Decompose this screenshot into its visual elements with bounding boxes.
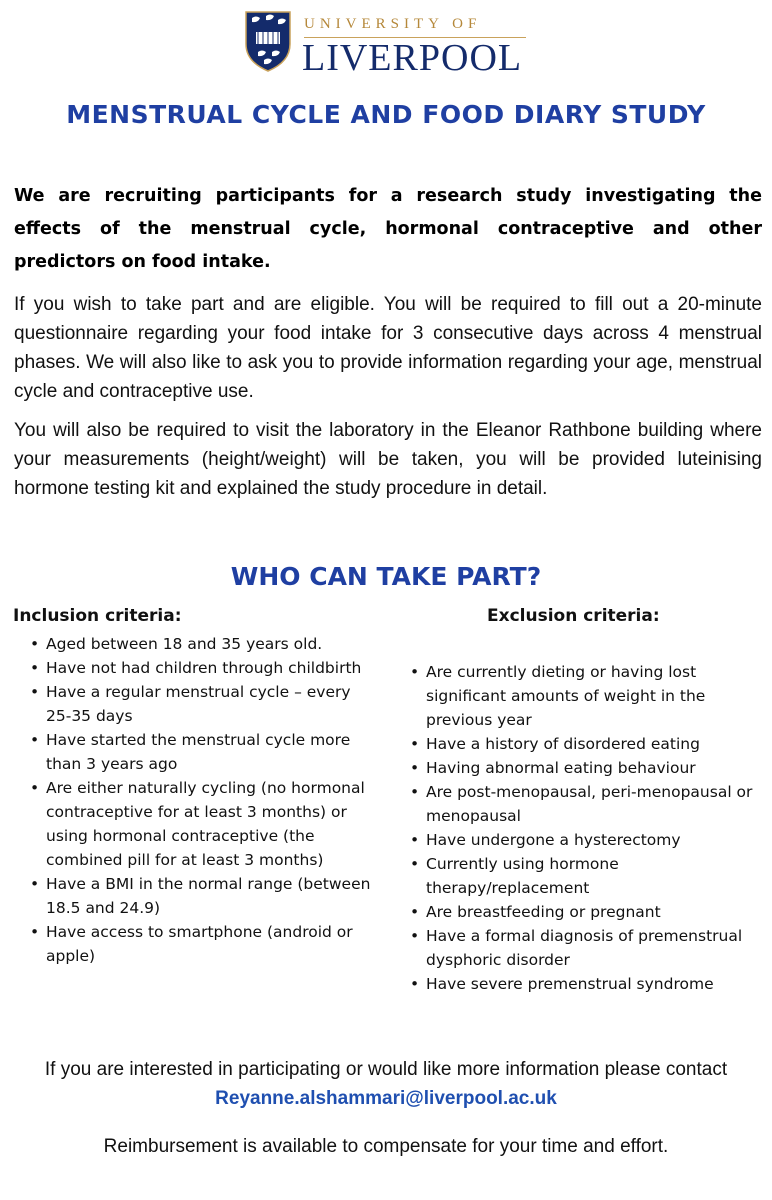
inclusion-item: • Aged between 18 and 35 years old. — [30, 632, 375, 656]
exclusion-item: • Are currently dieting or having lost significant amounts of weight in the previous year — [410, 660, 755, 732]
inclusion-list — [30, 632, 375, 968]
laboratory-paragraph: You will also be required to visit the laboratory in the Eleanor Rathbone building where your measurements (height/weight) will be taken, you will be provided luteinising hormone testing kit and explained the study procedure in detail. — [14, 420, 762, 499]
contact-text: If you are interested in participating or would like more information please contact — [44, 1059, 728, 1080]
exclusion-list — [410, 660, 755, 996]
reimbursement-note: Reimbursement is available to compensate for your time and effort. — [103, 1136, 669, 1157]
exclusion-item: • Currently using hormone therapy/replacement — [410, 852, 755, 900]
inclusion-item: • Have not had children through childbirth — [30, 656, 375, 680]
inclusion-item: • Have a regular menstrual cycle – every 25-35 days — [30, 680, 375, 728]
recruitment-lead: We are recruiting participants for a research study investigating the effects of the menstrual cycle, hormonal contraceptive and other predictors on food intake. — [14, 186, 762, 272]
exclusion-item: • Have a history of disordered eating — [410, 732, 755, 756]
exclusion-item: • Have undergone a hysterectomy — [410, 828, 755, 852]
contact-section — [0, 1055, 772, 1113]
university-logo — [244, 10, 534, 79]
exclusion-item: • Having abnormal eating behaviour — [410, 756, 755, 780]
exclusion-item: • Are breastfeeding or pregnant — [410, 900, 755, 924]
participation-paragraph: If you wish to take part and are eligible. You will be required to fill out a 20-minute questionnaire regarding your food intake for 3 consecutive days across 4 menstrual phases. We will also like to ask you to provide information regarding your age, menstrual cycle and contraceptive use. — [14, 294, 762, 402]
logo-university-of: UNIVERSITY OF — [304, 16, 482, 32]
university-crest-icon — [244, 10, 292, 72]
inclusion-item: • Are either naturally cycling (no hormonal contraceptive for at least 3 months) or using hormonal contraceptive (the combined pill for at least 3 months) — [30, 776, 375, 872]
inclusion-item: • Have started the menstrual cycle more than 3 years ago — [30, 728, 375, 776]
contact-email-link[interactable]: Reyanne.alshammari@liverpool.ac.uk — [215, 1088, 557, 1109]
who-can-take-part-heading: WHO CAN TAKE PART? — [230, 562, 542, 591]
inclusion-item: • Have a BMI in the normal range (between 18.5 and 24.9) — [30, 872, 375, 920]
exclusion-heading: Exclusion criteria: — [487, 606, 660, 626]
study-title: MENSTRUAL CYCLE AND FOOD DIARY STUDY — [66, 100, 706, 129]
exclusion-item: • Have a formal diagnosis of premenstrual dysphoric disorder — [410, 924, 755, 972]
exclusion-item: • Are post-menopausal, peri-menopausal or menopausal — [410, 780, 755, 828]
inclusion-item: • Have access to smartphone (android or apple) — [30, 920, 375, 968]
logo-liverpool: LIVERPOOL — [302, 37, 523, 79]
inclusion-heading: Inclusion criteria: — [13, 606, 182, 626]
exclusion-item: • Have severe premenstrual syndrome — [410, 972, 755, 996]
